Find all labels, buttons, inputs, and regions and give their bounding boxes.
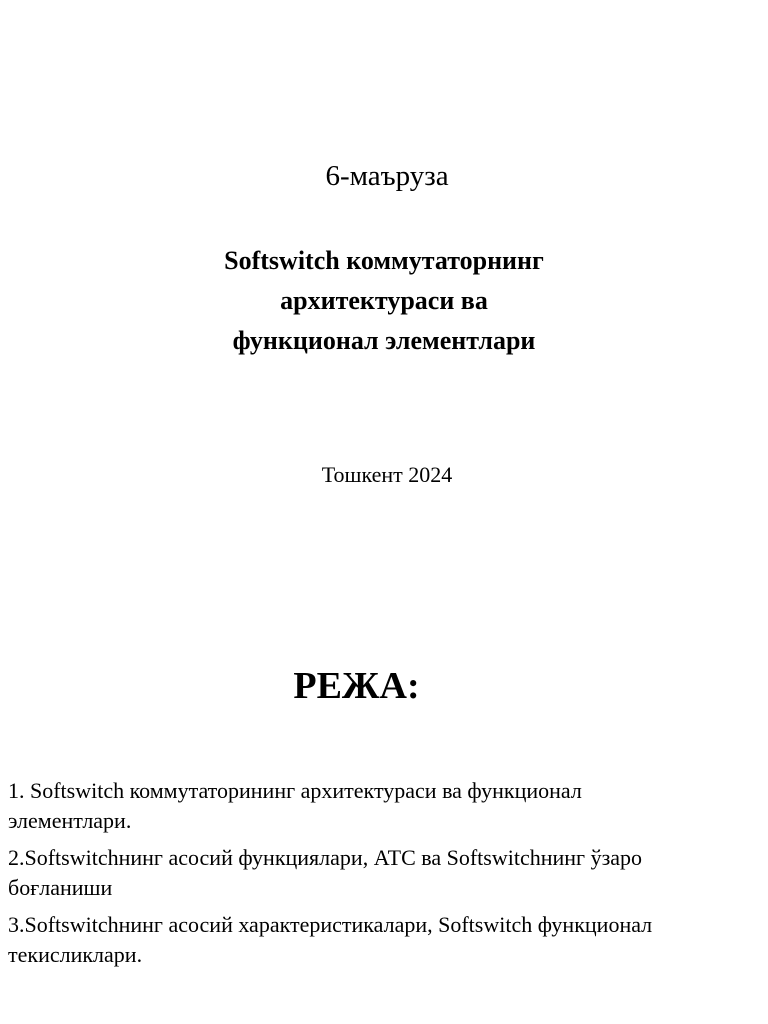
city-year: Тошкент 2024 xyxy=(321,462,453,487)
lecture-title-line: архитектураси ва xyxy=(280,286,488,315)
plan-list xyxy=(8,776,708,977)
lecture-title-line: функционал элементлари xyxy=(232,326,536,355)
plan-item: 2.Softswitchнинг асосий функциялари, АТС ва Softswitchнинг ўзаро боғланиши xyxy=(8,845,643,900)
lecture-title-line: Softswitch коммутаторнинг xyxy=(224,246,544,275)
lecture-title xyxy=(0,241,768,361)
lecture-number: 6-маъруза xyxy=(325,160,449,192)
plan-item: 3.Softswitchнинг асосий характеристикалари, Softswitch функционал текисликлари. xyxy=(8,912,653,967)
plan-item: 1. Softswitch коммутаторининг архитектураси ва функционал элементлари. xyxy=(8,778,582,833)
plan-heading: РЕЖА: xyxy=(293,665,420,707)
